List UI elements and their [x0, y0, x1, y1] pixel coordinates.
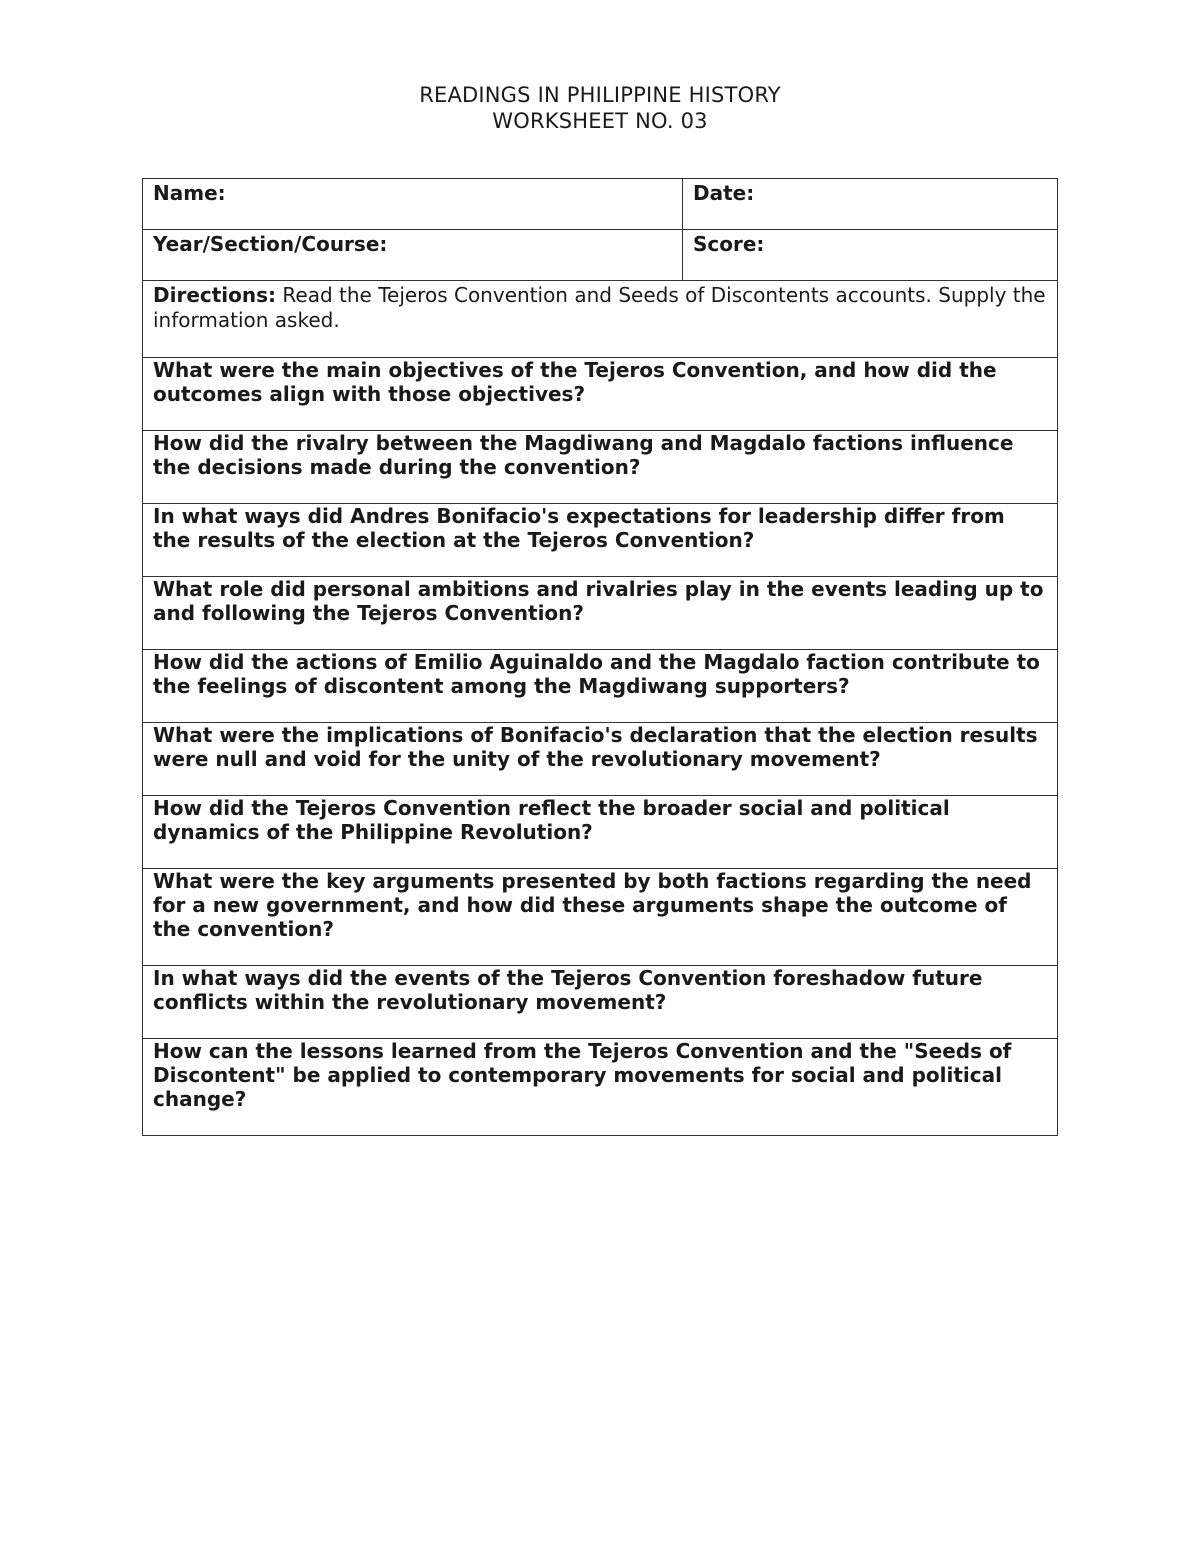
date-field[interactable]: Date: [693, 181, 755, 205]
question-9: In what ways did the events of the Tejeros Convention foreshadow future conflicts within the revolutionary movement? [143, 966, 1057, 1039]
question-4: What role did personal ambitions and rivalries play in the events leading up to and following the Tejeros Convention? [143, 577, 1057, 650]
score-field[interactable]: Score: [693, 232, 765, 256]
info-row-name-date [143, 179, 1057, 230]
question-3: In what ways did Andres Bonifacio's expectations for leadership differ from the results of the election at the Tejeros Convention? [143, 504, 1057, 577]
directions [143, 281, 1057, 358]
info-row-section-score [143, 230, 1057, 281]
year-section-course-field[interactable]: Year/Section/Course: [143, 230, 683, 280]
directions-text: Read the Tejeros Convention and Seeds of Discontents accounts. Supply the information asked. [153, 283, 1046, 332]
question-7: How did the Tejeros Convention reflect the broader social and political dynamics of the Philippine Revolution? [143, 796, 1057, 869]
worksheet-title: READINGS IN PHILIPPINE HISTORY [419, 83, 781, 107]
question-2: How did the rivalry between the Magdiwang and Magdalo factions influence the decisions made during the convention? [143, 431, 1057, 504]
question-10: How can the lessons learned from the Tejeros Convention and the "Seeds of Discontent" be applied to contemporary movements for social and political change? [143, 1039, 1057, 1136]
name-field[interactable]: Name: [143, 179, 683, 229]
question-5: How did the actions of Emilio Aguinaldo and the Magdalo faction contribute to the feelings of discontent among the Magdiwang supporters? [143, 650, 1057, 723]
question-6: What were the implications of Bonifacio's declaration that the election results were null and void for the unity of the revolutionary movement? [143, 723, 1057, 796]
worksheet-number: WORKSHEET NO. 03 [492, 109, 708, 133]
directions-label: Directions: [153, 283, 277, 307]
question-1: What were the main objectives of the Tejeros Convention, and how did the outcomes align with those objectives? [143, 358, 1057, 431]
worksheet-header [0, 82, 1200, 134]
worksheet-table [142, 178, 1058, 1136]
question-8: What were the key arguments presented by both factions regarding the need for a new government, and how did these arguments shape the outcome of the convention? [143, 869, 1057, 966]
